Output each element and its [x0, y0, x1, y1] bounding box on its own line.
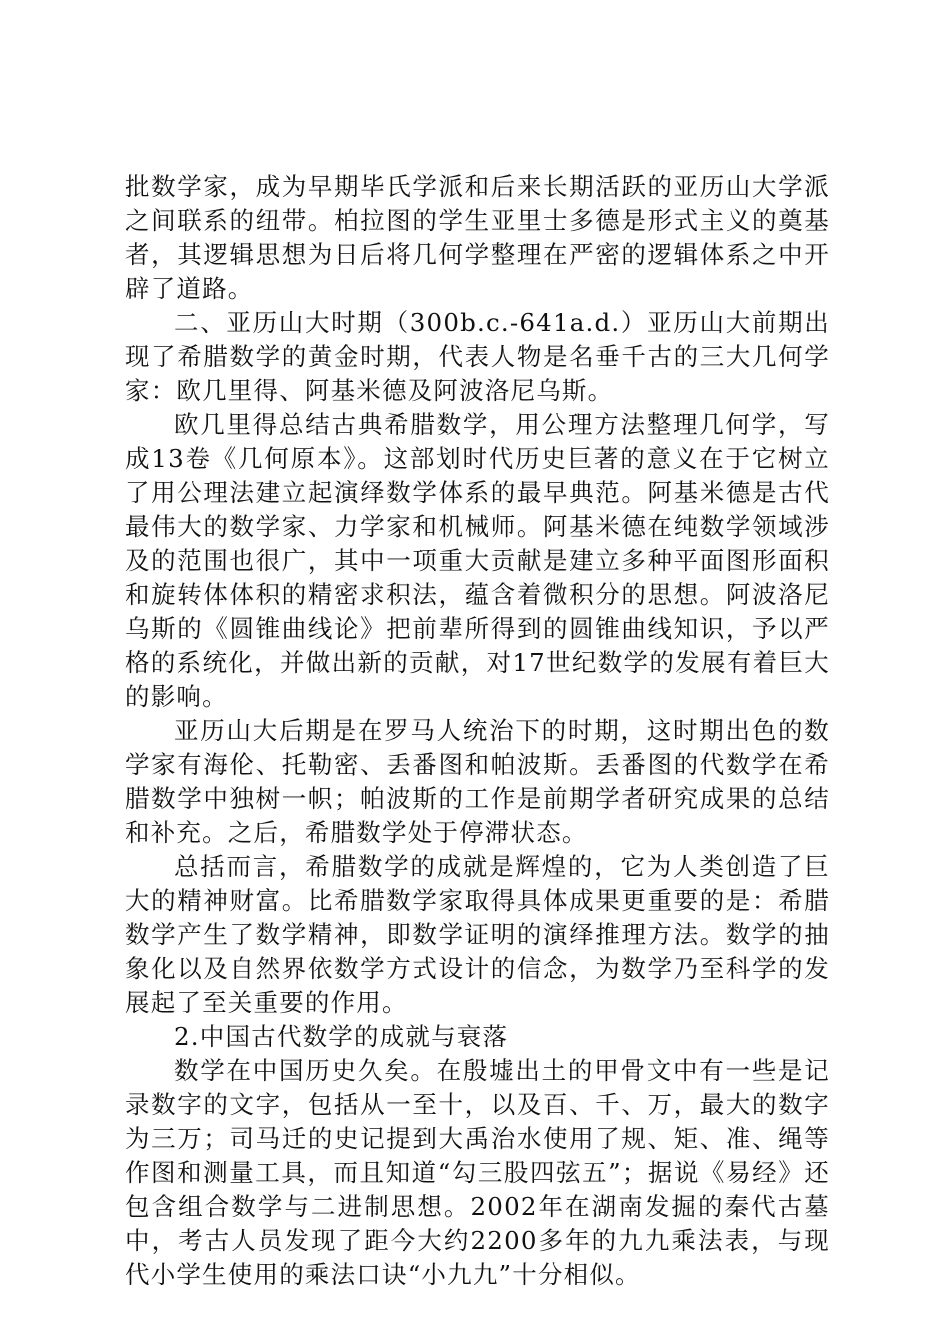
paragraph-alexandrian-period: 二、亚历山大时期（300b.c.-641a.d.）亚历山大前期出现了希腊数学的黄金时期，代表人物是名垂千古的三大几何学家：欧几里得、阿基米德及阿波洛尼乌斯。 [125, 308, 830, 405]
paragraph-late-alexandrian: 亚历山大后期是在罗马人统治下的时期，这时期出色的数学家有海伦、托勒密、丢番图和帕波斯。丢番图的代数学在希腊数学中独树一帜；帕波斯的工作是前期学者研究成果的总结和补充。之后，希腊数学处于停滞状态。 [125, 716, 830, 847]
paragraph-euclid: 欧几里得总结古典希腊数学，用公理方法整理几何学，写成13卷《几何原本》。这部划时代历史巨著的意义在于它树立了用公理法建立起演绎数学体系的最早典范。阿基米德是古代最伟大的数学家、力学家和机械师。阿基米德在纯数学领域涉及的范围也很广，其中一项重大贡献是建立多种平面图形面积和旋转体体积的精密求积法，蕴含着微积分的思想。阿波洛尼乌斯的《圆锥曲线论》把前辈所得到的圆锥曲线知识，予以严格的系统化，并做出新的贡献，对17世纪数学的发展有着巨大的影响。 [125, 410, 830, 711]
document-body [125, 170, 830, 1292]
section-heading: 2.中国古代数学的成就与衰落 [174, 1022, 509, 1051]
paragraph-continuation: 批数学家，成为早期毕氏学派和后来长期活跃的亚历山大学派之间联系的纽带。柏拉图的学生亚里士多德是形式主义的奠基者，其逻辑思想为日后将几何学整理在严密的逻辑体系之中开辟了道路。 [125, 172, 830, 303]
paragraph-summary: 总括而言，希腊数学的成就是辉煌的，它为人类创造了巨大的精神财富。比希腊数学家取得具体成果更重要的是：希腊数学产生了数学精神，即数学证明的演绎推理方法。数学的抽象化以及自然界依数学方式设计的信念，为数学乃至科学的发展起了至关重要的作用。 [125, 852, 830, 1017]
paragraph-chinese-math: 数学在中国历史久矣。在殷墟出土的甲骨文中有一些是记录数字的文字，包括从一至十，以及百、千、万，最大的数字为三万；司马迁的史记提到大禹治水使用了规、矩、准、绳等作图和测量工具，而且知道“勾三股四弦五”；据说《易经》还包含组合数学与二进制思想。2002年在湖南发掘的秦代古墓中，考古人员发现了距今大约2200多年的九九乘法表，与现代小学生使用的乘法口诀“小九九”十分相似。 [125, 1056, 830, 1289]
